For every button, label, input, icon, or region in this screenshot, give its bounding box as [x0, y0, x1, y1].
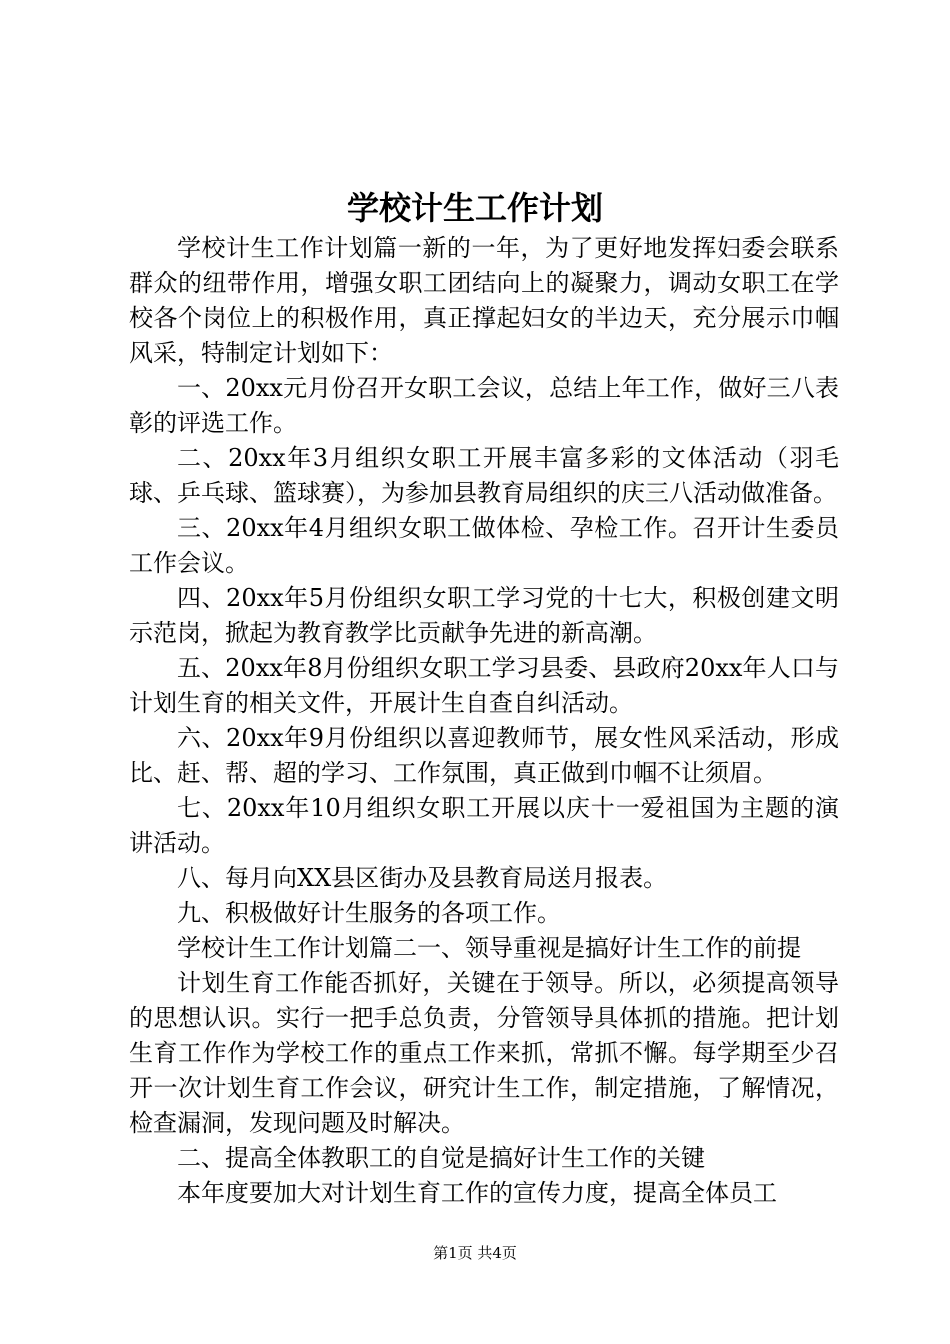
document-body [129, 231, 839, 1211]
paragraph-item-3: 三、20xx年4月组织女职工做体检、孕检工作。召开计生委员工作会议。 [129, 514, 839, 577]
paragraph-publicity: 本年度要加大对计划生育工作的宣传力度，提高全体员工 [177, 1179, 777, 1207]
paragraph-item-6: 六、20xx年9月份组织以喜迎教师节，展女性风采活动，形成比、赶、帮、超的学习、工作氛围，真正做到巾帼不让须眉。 [129, 724, 839, 787]
paragraph-item-7: 七、20xx年10月组织女职工开展以庆十一爱祖国为主题的演讲活动。 [129, 794, 839, 857]
paragraph-leadership: 计划生育工作能否抓好，关键在于领导。所以，必须提高领导的思想认识。实行一把手总负责，分管领导具体抓的措施。把计划生育工作作为学校工作的重点工作来抓，常抓不懈。每学期至少召开一次计划生育工作会议，研究计生工作，制定措施，了解情况，检查漏洞，发现问题及时解决。 [129, 969, 839, 1137]
paragraph-item-1: 一、20xx元月份召开女职工会议，总结上年工作，做好三八表彰的评选工作。 [129, 374, 839, 437]
paragraph-item-8: 八、每月向XX县区街办及县教育局送月报表。 [177, 864, 668, 892]
paragraph-intro: 学校计生工作计划篇一新的一年，为了更好地发挥妇委会联系群众的纽带作用，增强女职工团结向上的凝聚力，调动女职工在学校各个岗位上的积极作用，真正撑起妇女的半边天，充分展示巾帼风采，特制定计划如下： [129, 234, 839, 367]
document-title: 学校计生工作计划 [346, 189, 603, 227]
paragraph-item-2: 二、20xx年3月组织女职工开展丰富多彩的文体活动（羽毛球、乒乓球、篮球赛），为参加县教育局组织的庆三八活动做准备。 [129, 444, 839, 507]
paragraph-item-4: 四、20xx年5月份组织女职工学习党的十七大，积极创建文明示范岗，掀起为教育教学比贡献争先进的新高潮。 [129, 584, 839, 647]
paragraph-item-9: 九、积极做好计生服务的各项工作。 [177, 899, 561, 927]
page-number: 第1页 共4页 [433, 1244, 517, 1262]
paragraph-heading-2: 二、提高全体教职工的自觉是搞好计生工作的关键 [177, 1144, 705, 1172]
paragraph-section-2-heading: 学校计生工作计划篇二一、领导重视是搞好计生工作的前提 [177, 934, 801, 962]
paragraph-item-5: 五、20xx年8月份组织女职工学习县委、县政府20xx年人口与计划生育的相关文件，开展计生自查自纠活动。 [129, 654, 839, 717]
